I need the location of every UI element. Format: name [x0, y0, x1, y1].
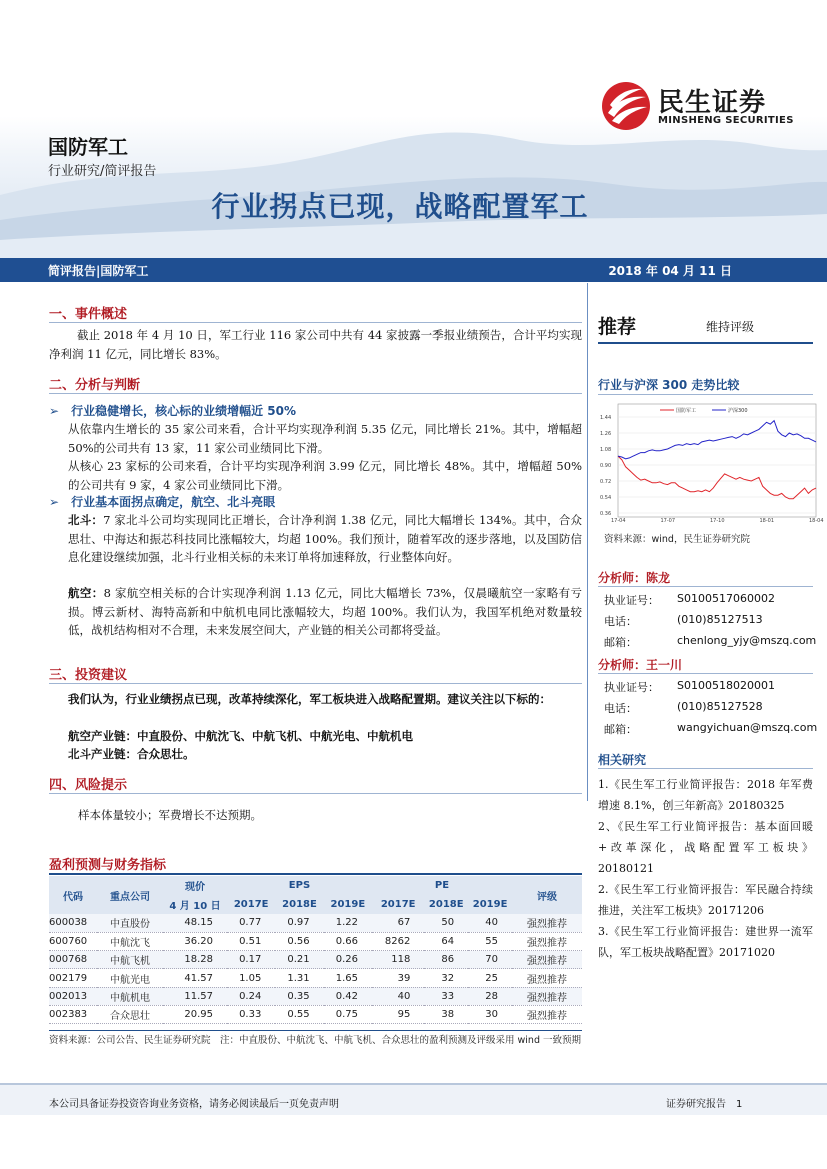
table-row [49, 969, 582, 987]
footer-page: 证券研究报告 1 [666, 1099, 743, 1110]
cell-eps: 0.33 [227, 1005, 275, 1023]
cell-rating: 强烈推荐 [512, 987, 582, 1005]
bullet-heading-text: 行业基本面拐点确定，航空、北斗亮眼 [71, 495, 276, 509]
cell-eps: 0.97 [275, 914, 323, 932]
sector-title: 国防军工 [48, 135, 128, 159]
cell-code: 002383 [49, 1005, 97, 1023]
related-research-list [598, 774, 813, 963]
cell-eps: 0.21 [275, 951, 323, 969]
analyst-2-heading: 分析师：王一川 [598, 658, 683, 672]
bullet-arrow-icon: ➢ [49, 404, 60, 418]
license-label: 执业证号： [604, 681, 659, 694]
cell-pe: 25 [468, 969, 512, 987]
cell-price: 20.95 [163, 1005, 227, 1023]
table-source-note: 资料来源：公司公告、民生证券研究院 注：中直股份、中航沈飞、中航飞机、合众思壮的盈利预测及评级采用 wind 一致预期 [49, 1035, 582, 1046]
report-title: 行业拐点已现，战略配置军工 [211, 190, 589, 223]
cell-code: 002179 [49, 969, 97, 987]
investment-paragraph: 我们认为，行业业绩拐点已现，改革持续深化，军工板块进入战略配置期。建议关注以下标的： [68, 692, 551, 706]
chart-frame [618, 404, 816, 517]
table-top-rule [49, 873, 582, 875]
cell-pe: 33 [424, 987, 468, 1005]
cell-price: 18.28 [163, 951, 227, 969]
table-row [49, 1005, 582, 1023]
bullet-heading-1 [49, 402, 296, 419]
section-divider [49, 322, 582, 323]
cell-company: 中航飞机 [97, 951, 163, 969]
bullet-arrow-icon: ➢ [49, 495, 60, 509]
cell-pe: 118 [372, 951, 424, 969]
bullet-heading-text: 行业稳健增长，核心标的业绩增幅近 50% [71, 404, 296, 418]
y-tick-label: 0.72 [600, 479, 612, 485]
section-divider [49, 793, 582, 794]
cell-pe: 86 [424, 951, 468, 969]
forecast-table [49, 876, 582, 1024]
related-item[interactable]: 3.《民生军工行业简评报告：建世界一流军队，军工板块战略配置》20171020 [598, 925, 813, 959]
beidou-text: 7 家北斗公司均实现同比正增长，合计净利润 1.38 亿元，同比大幅增长 134%。其中，合众思壮、中海达和振芯科技同比涨幅较大，均超 100%。我们预计，随着军改的逐步落地，以及国防信息化建设继续加强，北斗行业相关标的未来订单将加速释放，行业整体向好。 [68, 513, 582, 564]
cell-pe: 39 [372, 969, 424, 987]
analyst-rule [598, 673, 813, 674]
cell-company: 中直股份 [97, 914, 163, 932]
cell-eps: 0.56 [275, 932, 323, 950]
cell-eps: 0.35 [275, 987, 323, 1005]
rating-maintain: 维持评级 [706, 320, 755, 334]
chart-y-ticks [600, 415, 611, 517]
section-title-risk: 四、风险提示 [49, 778, 128, 793]
analyst-2-phone: (010)85127528 [677, 700, 763, 713]
cell-company: 中航光电 [97, 969, 163, 987]
aviation-picks: 航空产业链：中直股份、中航沈飞、中航飞机、中航光电、中航机电 [68, 729, 413, 743]
cell-rating: 强烈推荐 [512, 951, 582, 969]
cell-code: 600760 [49, 932, 97, 950]
email-label: 邮箱： [604, 723, 637, 736]
cell-eps: 0.75 [324, 1005, 372, 1023]
cell-rating: 强烈推荐 [512, 914, 582, 932]
report-date: 2018 年 04 月 11 日 [608, 264, 732, 278]
cell-pe: 28 [468, 987, 512, 1005]
related-rule [598, 768, 813, 769]
cell-pe: 50 [424, 914, 468, 932]
cell-eps: 0.26 [324, 951, 372, 969]
col-year: 2019E [468, 895, 512, 914]
table-row [49, 987, 582, 1005]
col-year: 2019E [324, 895, 372, 914]
cell-eps: 1.31 [275, 969, 323, 987]
cell-eps: 1.22 [324, 914, 372, 932]
bar-category: 简评报告|国防军工 [48, 264, 149, 278]
beidou-picks: 北斗产业链：合众思壮。 [68, 747, 195, 761]
cell-eps: 0.55 [275, 1005, 323, 1023]
risk-paragraph: 样本体量较小；军费增长不达预期。 [78, 808, 262, 822]
table-bottom-rule [49, 1030, 582, 1031]
section-title-investment: 三、投资建议 [49, 668, 128, 683]
cell-eps: 1.05 [227, 969, 275, 987]
cell-company: 中航机电 [97, 987, 163, 1005]
analyst-1-email[interactable]: chenlong_yjy@mszq.com [677, 634, 817, 647]
cell-rating: 强烈推荐 [512, 932, 582, 950]
cell-rating: 强烈推荐 [512, 969, 582, 987]
cell-eps: 0.42 [324, 987, 372, 1005]
cell-pe: 32 [424, 969, 468, 987]
y-tick-label: 1.44 [600, 415, 612, 421]
col-eps: EPS [227, 876, 372, 895]
col-price-date: 4 月 10 日 [163, 895, 227, 914]
report-type: 行业研究/简评报告 [48, 164, 157, 179]
cell-price: 48.15 [163, 914, 227, 932]
phone-label: 电话： [604, 615, 637, 628]
cell-code: 002013 [49, 987, 97, 1005]
logo-text-en: MINSHENG SECURITIES [658, 115, 794, 126]
related-heading: 相关研究 [598, 753, 647, 767]
cell-eps: 0.51 [227, 932, 275, 950]
report-header [0, 0, 827, 258]
chart-source: 资料来源：wind，民生证券研究院 [604, 534, 750, 545]
logo-text-cn: 民生证券 [658, 88, 767, 118]
trend-chart [598, 401, 824, 525]
cell-code: 600038 [49, 914, 97, 932]
x-tick-label: 17-04 [611, 518, 626, 524]
column-divider [587, 283, 588, 801]
legend-label: 沪深300 [728, 408, 748, 414]
y-tick-label: 0.36 [600, 511, 612, 517]
cell-eps: 0.77 [227, 914, 275, 932]
cell-pe: 38 [424, 1005, 468, 1023]
legend-label: 国防军工 [676, 408, 697, 414]
cell-rating: 强烈推荐 [512, 1005, 582, 1023]
y-tick-label: 0.90 [600, 463, 612, 469]
x-tick-label: 17-10 [710, 518, 725, 524]
col-year: 2018E [424, 895, 468, 914]
table-row [49, 951, 582, 969]
cell-price: 41.57 [163, 969, 227, 987]
rating-divider [598, 342, 813, 344]
table-title: 盈利预测与财务指标 [49, 858, 167, 873]
col-year: 2017E [227, 895, 275, 914]
cell-pe: 70 [468, 951, 512, 969]
beidou-paragraph [68, 511, 582, 567]
col-code: 代码 [49, 876, 97, 914]
table-row [49, 932, 582, 950]
y-tick-label: 1.26 [600, 431, 612, 437]
analyst-1-heading: 分析师：陈龙 [598, 571, 671, 585]
section-title-analysis: 二、分析与判断 [49, 378, 141, 393]
cell-pe: 30 [468, 1005, 512, 1023]
phone-label: 电话： [604, 702, 637, 715]
related-item[interactable]: 2.《民生军工行业简评报告：军民融合持续推进，关注军工板块》20171206 [598, 883, 813, 917]
cell-pe: 95 [372, 1005, 424, 1023]
cell-price: 36.20 [163, 932, 227, 950]
analysis-paragraph: 从核心 23 家标的公司来看，合计平均实现净利润 3.99 亿元，同比增长 48%。其中，增幅超 50%的公司共有 9 家，4 家公司业绩同比下滑。 [68, 459, 582, 492]
y-tick-label: 0.54 [600, 495, 612, 501]
footer-disclaimer: 本公司具备证券投资咨询业务资格，请务必阅读最后一页免责声明 [49, 1099, 339, 1110]
aviation-text: 8 家航空相关标的合计实现净利润 1.13 亿元，同比大幅增长 73%，仅晨曦航空一家略有亏损。博云新材、海特高新和中航机电同比涨幅较大，均超 100%。我们认为，我国军机绝对数量较低，战机结构相对不合理，未来发展空间大，产业链的相关公司都将受益。 [68, 586, 583, 637]
col-year: 2017E [372, 895, 424, 914]
col-year: 2018E [275, 895, 323, 914]
cell-pe: 55 [468, 932, 512, 950]
analyst-2-license: S0100518020001 [677, 679, 775, 692]
col-company: 重点公司 [97, 876, 163, 914]
bullet-heading-2 [49, 493, 275, 510]
aviation-lead: 航空： [68, 586, 104, 600]
cell-pe: 40 [468, 914, 512, 932]
related-item[interactable]: 2、《民生军工行业简评报告：基本面回暖+改革深化，战略配置军工板块》20180121 [598, 820, 813, 875]
event-paragraph: 截止 2018 年 4 月 10 日，军工行业 116 家公司中共有 44 家披露一季报业绩预告，合计平均实现净利润 11 亿元，同比增长 83%。 [49, 328, 582, 361]
section-divider [49, 393, 582, 394]
section-title-event: 一、事件概述 [49, 307, 128, 322]
col-price: 现价 [163, 876, 227, 895]
related-item[interactable]: 1.《民生军工行业简评报告：2018 年军费增速 8.1%，创三年新高》20180325 [598, 778, 813, 812]
cell-pe: 8262 [372, 932, 424, 950]
cell-eps: 0.24 [227, 987, 275, 1005]
analyst-1-phone: (010)85127513 [677, 613, 763, 626]
header-bar [0, 258, 827, 282]
beidou-lead: 北斗： [68, 513, 104, 527]
cell-company: 合众思壮 [97, 1005, 163, 1023]
cell-eps: 1.65 [324, 969, 372, 987]
cell-code: 000768 [49, 951, 97, 969]
cell-pe: 64 [424, 932, 468, 950]
analyst-1-license: S0100517060002 [677, 592, 775, 605]
analyst-2-email[interactable]: wangyichuan@mszq.com [677, 721, 818, 734]
y-tick-label: 1.08 [600, 447, 612, 453]
cell-eps: 0.66 [324, 932, 372, 950]
cell-price: 11.57 [163, 987, 227, 1005]
analysis-paragraph: 从依靠内生增长的 35 家公司来看，合计平均实现净利润 5.35 亿元，同比增长 21%。其中，增幅超 50%的公司共有 13 家，11 家公司业绩同比下滑。 [68, 422, 582, 455]
cell-pe: 40 [372, 987, 424, 1005]
email-label: 邮箱： [604, 636, 637, 649]
aviation-paragraph [68, 584, 582, 640]
col-rating: 评级 [512, 876, 582, 914]
chart-title-rule [598, 394, 813, 395]
analyst-rule [598, 586, 813, 587]
x-tick-label: 18-01 [759, 518, 775, 524]
col-pe: PE [372, 876, 512, 895]
cell-company: 中航沈飞 [97, 932, 163, 950]
cell-eps: 0.17 [227, 951, 275, 969]
x-tick-label: 17-07 [660, 518, 676, 524]
chart-title: 行业与沪深 300 走势比较 [598, 378, 740, 392]
license-label: 执业证号： [604, 594, 659, 607]
chart-x-ticks [611, 518, 824, 524]
section-divider [49, 683, 582, 684]
table-row [49, 914, 582, 932]
rating-recommend: 推荐 [598, 316, 637, 338]
x-tick-label: 18-04 [809, 518, 824, 524]
cell-pe: 67 [372, 914, 424, 932]
